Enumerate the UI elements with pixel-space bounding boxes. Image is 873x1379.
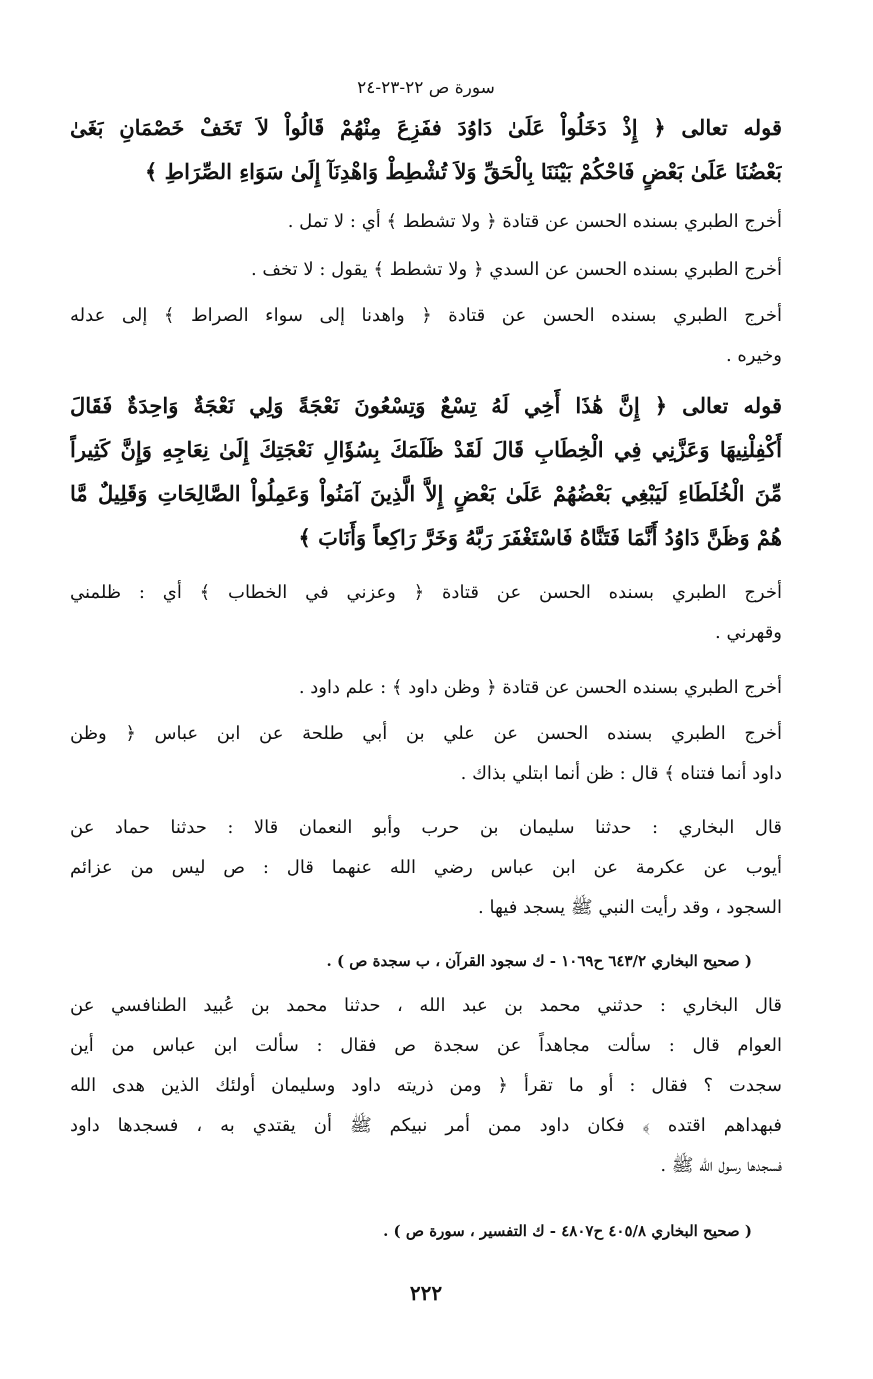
- reference-bukhari-2: ( صحيح البخاري ٤٠٥/٨ ح٤٨٠٧ - ك التفسير ، سورة ص ) .: [383, 1222, 752, 1240]
- para8-line: قال البخاري : حدثني محمد بن عبد الله ، حدثنا محمد بن عُبيد الطنافسي عن: [70, 995, 782, 1016]
- para4-line: أخرج الطبري بسنده الحسن عن قتادة ﴿ وعزني في الخطاب ﴾ أي : ظلمني: [70, 582, 782, 603]
- verse1-line: قوله تعالى ﴿ إِذْ دَخَلُواْ عَلَىٰ دَاوُدَ ففَزِعَ مِنْهُمْ قَالُواْ لاَ تَخَفْ خَصْمَانِ بَغَىٰ: [70, 115, 782, 140]
- book-page: [70, 0, 782, 1379]
- running-header: سورة ص ٢٢-٢٣-٢٤: [357, 78, 495, 98]
- para7-line: قال البخاري : حدثنا سليمان بن حرب وأبو النعمان قالا : حدثنا حماد عن: [70, 817, 782, 838]
- para5-line: أخرج الطبري بسنده الحسن عن قتادة ﴿ وظن داود ﴾ : علم داود .: [298, 677, 782, 698]
- para7-line: أيوب عن عكرمة عن ابن عباس رضي الله عنهما قال : ص ليس من عزائم: [70, 857, 782, 878]
- verse-block-2: [70, 384, 782, 560]
- verse2-line: مِّنَ الْخُلَطَاءِ لَيَبْغِي بَعْضُهُمْ عَلَىٰ بَعْضٍ إِلاَّ الَّذِينَ آمَنُواْ وَعَمِلُواْ الصَّالِحَاتِ وَقَلِيلٌ مَّا: [70, 481, 782, 506]
- para3-line: وخيره .: [725, 345, 782, 366]
- page-number: ٢٢٢: [409, 1281, 443, 1305]
- reference-bukhari-1: ( صحيح البخاري ٦٤٣/٢ ح١٠٦٩ - ك سجود القرآن ، ب سجدة ص ) .: [326, 952, 752, 970]
- para4-line: وقهرني .: [715, 622, 782, 643]
- paragraph-tabari-ibn-abbas: [70, 714, 782, 794]
- para7-line: السجود ، وقد رأيت النبي ﷺ يسجد فيها .: [478, 897, 782, 918]
- para8-line: سجدت ؟ فقال : أو ما تقرأ ﴿ ومن ذريته داود وسليمان أولئك الذين هدى الله: [70, 1075, 782, 1096]
- para1-line: أخرج الطبري بسنده الحسن عن قتادة ﴿ ولا تشطط ﴾ أي : لا تمل .: [287, 211, 782, 232]
- para3-line: أخرج الطبري بسنده الحسن عن قتادة ﴿ واهدنا إلى سواء الصراط ﴾ إلى عدله: [70, 305, 782, 326]
- paragraph-tabari-suddi: [70, 250, 782, 290]
- verse2-line: هُمْ وَظَنَّ دَاوُدُ أَنَّمَا فَتَنَّاهُ فَاسْتَغْفَرَ رَبَّهُ وَخَرَّ رَاكِعاً وَأَنَابَ ﴾: [298, 525, 782, 550]
- paragraph-tabari-qatada-3: [70, 573, 782, 653]
- verse-block-1: [70, 106, 782, 194]
- verse2-line: قوله تعالى ﴿ إِنَّ هَٰذَا أَخِي لَهُ تِسْعٌ وَتِسْعُونَ نَعْجَةً وَلِي نَعْجَةٌ وَاحِدَةٌ فَقَالَ: [70, 393, 782, 418]
- para8-line: فسجدها رسول الله ﷺ .: [660, 1155, 782, 1176]
- para2-line: أخرج الطبري بسنده الحسن عن السدي ﴿ ولا تشطط ﴾ يقول : لا تخف .: [250, 259, 782, 280]
- para8-line: العوام قال : سألت مجاهداً عن سجدة ص فقال : سألت ابن عباس من أين: [70, 1035, 782, 1056]
- paragraph-bukhari-1: [70, 808, 782, 928]
- verse2-line: أَكْفِلْنِيهَا وَعَزَّنِي فِي الْخِطَابِ قَالَ لَقَدْ ظَلَمَكَ بِسُؤَالِ نَعْجَتِكَ إِلَىٰ نِعَاجِهِ وَإِنَّ كَثِيراً: [70, 437, 782, 462]
- verse1-line: بَعْضُنَا عَلَىٰ بَعْضٍ فَاحْكُمْ بَيْنَنَا بِالْحَقِّ وَلاَ تُشْطِطْ وَاهْدِنَآ إِلَىٰ سَوَاءِ الصِّرَاطِ ﴾: [145, 159, 782, 184]
- paragraph-bukhari-2: [70, 986, 782, 1186]
- para8-line: فبهداهم اقتده ﴾ فكان داود ممن أمر نبيكم ﷺ أن يقتدي به ، فسجدها داود: [70, 1115, 782, 1136]
- para6-line: أخرج الطبري بسنده الحسن عن علي بن أبي طلحة عن ابن عباس ﴿ وظن: [70, 723, 782, 744]
- paragraph-tabari-qatada-4: [70, 668, 782, 708]
- paragraph-tabari-qatada-2: [70, 296, 782, 376]
- paragraph-tabari-qatada-1: [70, 202, 782, 242]
- para6-line: داود أنما فتناه ﴾ قال : ظن أنما ابتلي بذاك .: [460, 763, 782, 784]
